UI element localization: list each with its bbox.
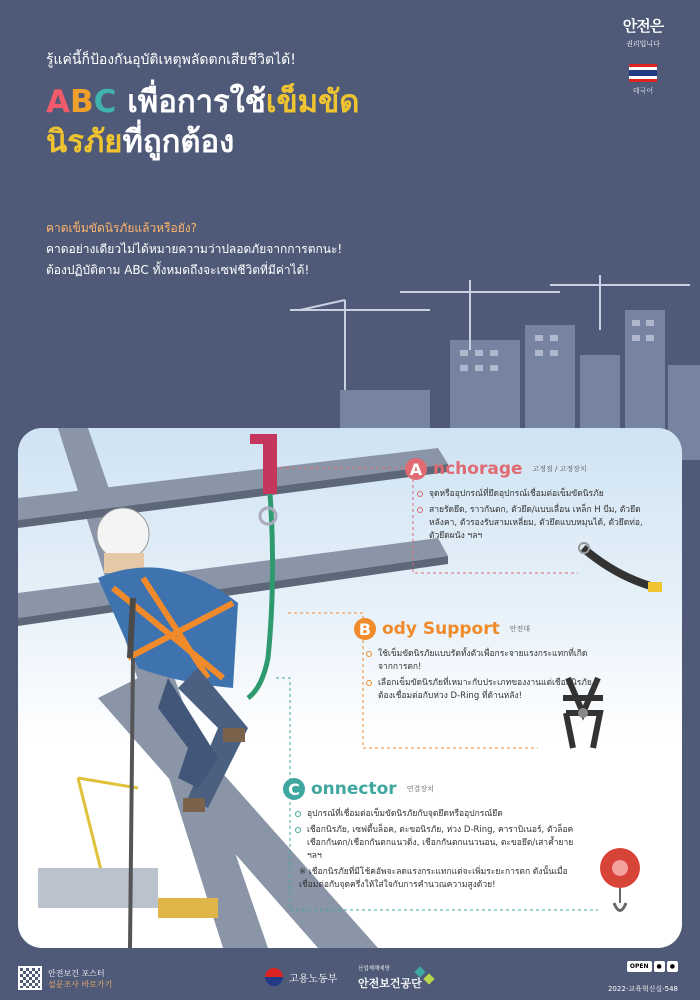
list-item: อุปกรณ์ที่เชื่อมต่อเข็มขัดนิรภัยกับจุดยึดหรืออุปกรณ์ยึด bbox=[295, 808, 583, 821]
agency-logo: 산업재해예방 안전보건공단 bbox=[358, 966, 422, 990]
footer bbox=[0, 958, 700, 1000]
poster-title bbox=[46, 82, 359, 162]
connector-heading bbox=[283, 778, 583, 800]
open-license-label: OPEN bbox=[627, 961, 652, 972]
cc-attribution-icon: ● bbox=[654, 961, 665, 972]
footer-poster-info: 안전보건 포스터 설문조사 바로가기 bbox=[48, 969, 113, 989]
harness-product-image bbox=[548, 673, 618, 758]
anchorage-word: nchorage bbox=[433, 459, 523, 479]
taegeuk-icon bbox=[265, 968, 283, 986]
connector-note: ※ เชือกนิรภัยที่มีโช้คอัพจะลดแรงกระแทกแต่จะเพิ่มระยะการตก ดังนั้นเมื่อเชื่อมต่อกับจุดครึ่งให้ใส่ใจกับการคำนวณความสูงด้วย! bbox=[299, 867, 568, 890]
agency-mark-icon bbox=[414, 966, 436, 988]
lead-line-3: ต้องปฏิบัติตาม ABC ทั้งหมดถึงจะเซฟชีวิตที่มีค่าได้! bbox=[46, 263, 310, 277]
body-support-word: ody Support bbox=[382, 619, 500, 639]
abc-letters: ABC bbox=[46, 84, 117, 120]
anchorage-korean: 고정점 / 고정장치 bbox=[532, 465, 587, 473]
open-license-marks bbox=[627, 961, 678, 972]
connector-word: onnector bbox=[311, 779, 397, 799]
letter-b-badge: B bbox=[354, 618, 376, 640]
letter-a-badge: A bbox=[405, 458, 427, 480]
lead-line-2: คาดอย่างเดียวไม่ได้หมายความว่าปลอดภัยจากการตกนะ! bbox=[46, 242, 343, 256]
campaign-badge bbox=[608, 18, 678, 96]
list-item: ใช้เข็มขัดนิรภัยแบบรัดทั้งตัวเพื่อกระจายแรงกระแทกที่เกิดจากการตก! bbox=[366, 648, 594, 674]
kicker-text: รู้แค่นี้ก็ป้องกันอุบัติเหตุพลัดตกเสียชีวิตได้! bbox=[46, 52, 296, 68]
list-item: สายรัดยึด, ราวกันตก, ตัวยึด/แบบเลื่อน เหล็ก H บีม, ตัวยึดหลังคา, ตัวรองรับสามเหลี่ยม, ตัวยึดแบบหมุนได้, ตัวยึดท่อ, ตัวยึดผนัง ฯลฯ bbox=[417, 504, 645, 543]
qr-code-icon[interactable] bbox=[18, 966, 42, 990]
list-item: จุดหรืออุปกรณ์ที่ยึดอุปกรณ์เชื่อมต่อเข็มขัดนิรภัย bbox=[417, 488, 645, 501]
scene-panel bbox=[18, 428, 682, 948]
publication-code: 2022-교육혁신실-548 bbox=[607, 985, 678, 993]
anchorage-heading bbox=[405, 458, 645, 480]
body-support-korean: 안전대 bbox=[509, 625, 531, 633]
title-line-1: ABC เพื่อการใช้เข็มขัด bbox=[46, 84, 360, 120]
anchorage-section bbox=[405, 458, 645, 546]
connector-section bbox=[283, 778, 583, 892]
list-item: เลือกเข็มขัดนิรภัยที่เหมาะกับประเภทของงานแต่เชือกนิรภัยต้องเชื่อมต่อกับห่วง D-Ring ที่ด้านหลัง! bbox=[366, 677, 594, 703]
ministry-logo: 고용노동부 bbox=[265, 968, 337, 986]
campaign-logo: 안전은 권리입니다 bbox=[622, 17, 664, 48]
cc-noncommercial-icon: ● bbox=[667, 961, 678, 972]
letter-c-badge: C bbox=[283, 778, 305, 800]
thai-flag-icon bbox=[629, 64, 657, 82]
connector-korean: 연결장치 bbox=[406, 785, 434, 793]
list-item: เชือกนิรภัย, เซฟตี้บล็อค, ตะขอนิรภัย, ห่วง D-Ring, คาราบิเนอร์, ตัวล็อคเชือกกันตก/เชือกกันตกแนวดิ่ง, เชือกกันตกแนวนอน, ตะขอยึด/เสาค้ำยาย ฯลฯ bbox=[295, 824, 583, 863]
body-support-heading bbox=[354, 618, 594, 640]
language-label: 태국어 bbox=[632, 87, 654, 95]
title-line-2: นิรภัยที่ถูกต้อง bbox=[46, 124, 235, 160]
self-retracting-lifeline-image bbox=[590, 838, 650, 918]
lanyard-product-image bbox=[578, 538, 668, 598]
connector-list bbox=[295, 808, 583, 863]
anchorage-list bbox=[417, 488, 645, 543]
lead-question: คาดเข็มขัดนิรภัยแล้วหรือยัง? bbox=[46, 221, 198, 235]
survey-link[interactable]: 설문조사 바로가기 bbox=[48, 980, 113, 989]
